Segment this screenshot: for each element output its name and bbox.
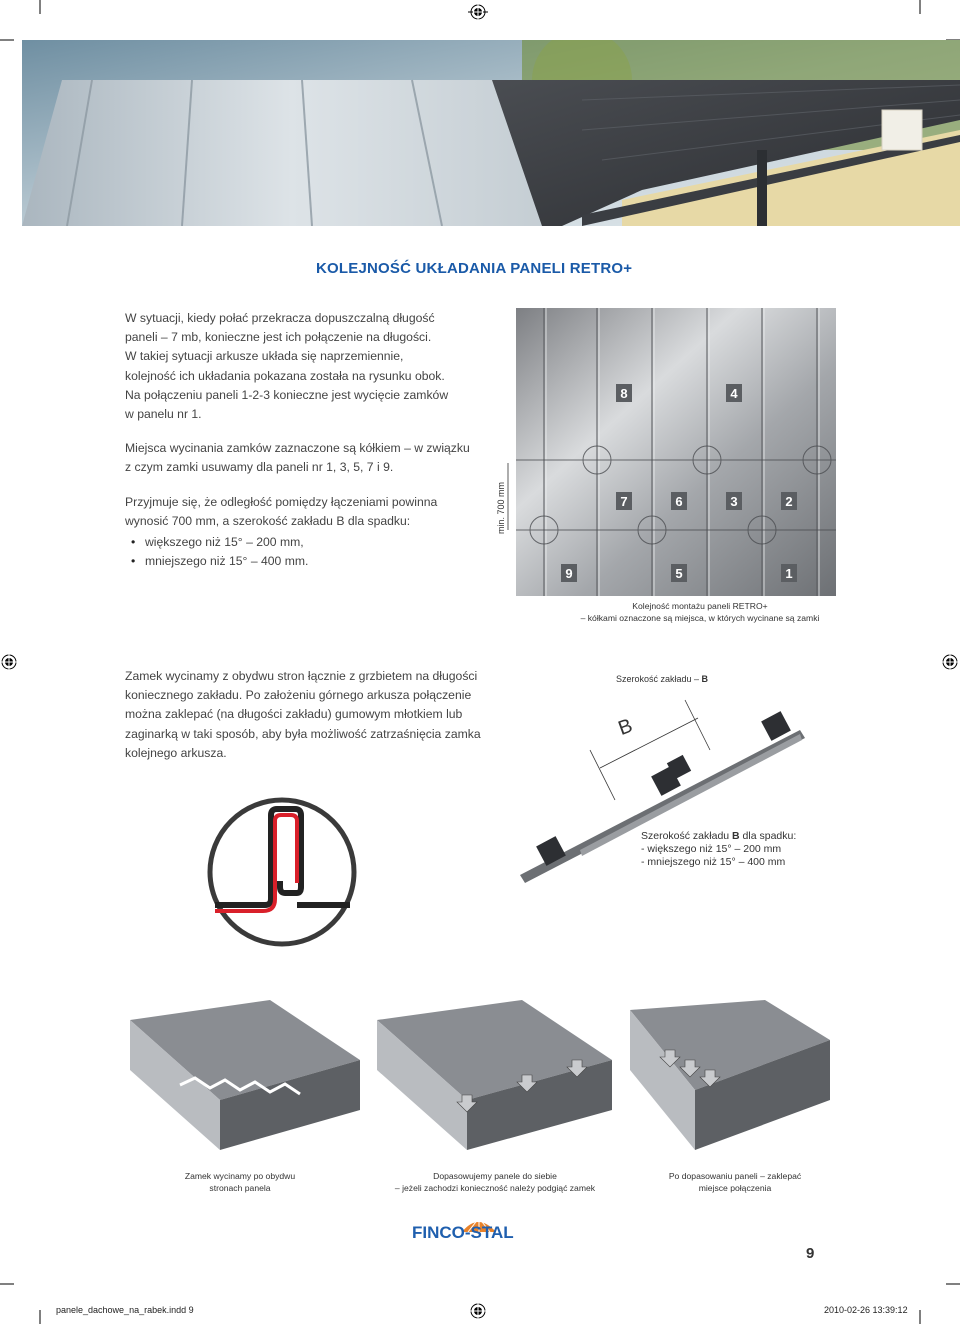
logo-text: FINCO-STAL [412,1223,514,1242]
step-3-illustration [625,1000,835,1160]
overlap-spec: Szerokość zakładu B dla spadku: - większego niż 15° – 200 mm - mniejszego niż 15° – 400 mm [641,830,797,868]
page-title: KOLEJNOŚĆ UKŁADANIA PANELI RETRO+ [316,260,633,277]
intro-text [125,309,495,571]
registration-mark-right [941,653,959,671]
step-3-caption: Po dopasowaniu paneli – zaklepać miejsce połączenia [668,1171,802,1193]
overlap-width-label: Szerokość zakładu – B [616,674,709,684]
page-number: 9 [806,1245,815,1262]
lock-profile-illustration [205,795,360,950]
registration-mark-bottom [469,1302,487,1320]
panel-number-4: 4 [730,386,738,401]
step-2-caption: Dopasowujemy panele do siebie – jeżeli zachodzi konieczność należy podgiąć zamek [394,1171,596,1193]
panel-number-9: 9 [565,566,573,581]
panel-number-2: 2 [785,494,793,509]
intro-paragraph-3: Przyjmuje się, że odległość pomiędzy łączeniami powinna wynosić 700 mm, a szerokość zakładu B dla spadku: [125,494,438,528]
panel-number-3: 3 [730,494,738,509]
lock-cut-text: Zamek wycinamy z obydwu stron łącznie z grzbietem na długości koniecznego zakładu. Po założeniu górnego arkusza połączenie można zaklepać (na długości zakładu) gumowym młotkiem lub zaginarką w taki sposób, aby była możliwość zatrzaśnięcia zamka kolejnego arkusza. [125,669,481,760]
diagram-caption: Kolejność montażu paneli RETRO+ – kółkami oznaczone są miejsca, w których wycinane są zamki [580,601,820,623]
roof-photo [22,40,960,226]
footer-file-name: panele_dachowe_na_rabek.indd 9 [56,1305,194,1315]
registration-mark-left [0,653,18,671]
list-item: • większego niż 15° – 200 mm, [125,533,495,552]
step-1-illustration [120,1000,365,1160]
footer-timestamp: 2010-02-26 13:39:12 [824,1305,908,1315]
step-2-illustration [372,1000,617,1160]
panel-number-6: 6 [675,494,683,509]
panel-number-7: 7 [620,494,628,509]
finco-stal-logo [410,1212,550,1246]
panel-number-8: 8 [620,386,628,401]
panel-order-diagram [486,308,836,596]
intro-paragraph-2: Miejsca wycinania zamków zaznaczone są kółkiem – w związku z czym zamki usuwamy dla paneli nr 1, 3, 5, 7 i 9. [125,441,470,475]
intro-paragraph-1: W sytuacji, kiedy połać przekracza dopuszczalną długość paneli – 7 mb, konieczne jest ich połączenie na długości. W takiej sytuacji arkusze układa się naprzemiennie, kolejność ich układania pokazana została na rysunku obok. Na połączeniu paneli 1-2-3 konieczne jest wycięcie zamków w panelu nr 1. [125,311,449,422]
slope-list [125,533,495,571]
panel-number-1: 1 [785,566,793,581]
registration-mark-top [468,3,488,21]
list-item: • mniejszego niż 15° – 400 mm. [125,552,495,571]
min-distance-label: min. 700 mm [496,481,506,534]
overlap-letter: B [615,714,636,740]
panel-number-5: 5 [675,566,683,581]
step-1-caption: Zamek wycinamy po obydwu stronach panela [184,1171,296,1193]
